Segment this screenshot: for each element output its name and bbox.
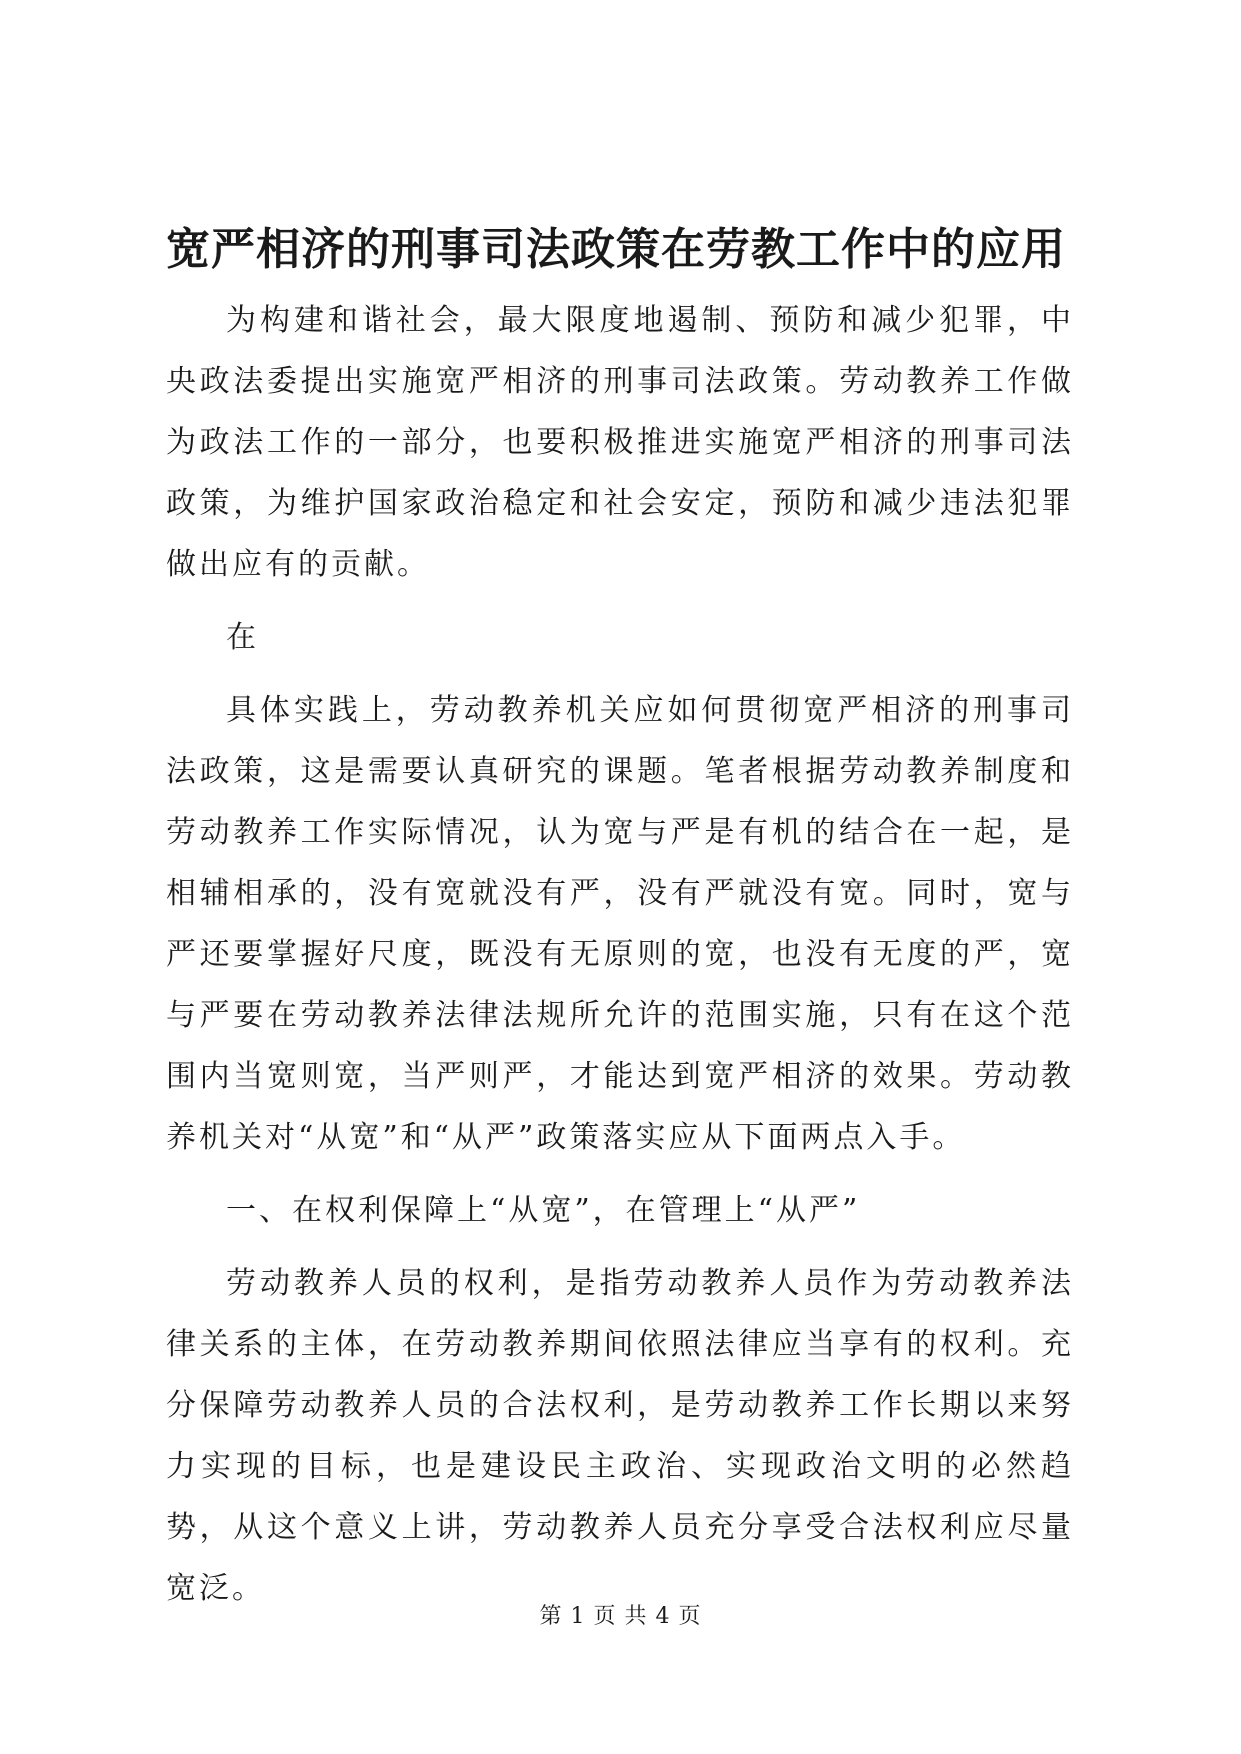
paragraph-intro: 为构建和谐社会，最大限度地遏制、预防和减少犯罪，中央政法委提出实施宽严相济的刑事司法政策。劳动教养工作做为政法工作的一部分，也要积极推进实施宽严相济的刑事司法政策，为维护国家政治稳定和社会安定，预防和减少违法犯罪做出应有的贡献。 — [166, 303, 1074, 582]
paragraph-fragment: 在 — [226, 620, 259, 655]
paragraph-practice: 具体实践上，劳动教养机关应如何贯彻宽严相济的刑事司法政策，这是需要认真研究的课题。笔者根据劳动教养制度和劳动教养工作实际情况，认为宽与严是有机的结合在一起，是相辅相承的，没有宽就没有严，没有严就没有宽。同时，宽与严还要掌握好尺度，既没有无原则的宽，也没有无度的严，宽与严要在劳动教养法律法规所允许的范围实施，只有在这个范围内当宽则宽，当严则严，才能达到宽严相济的效果。劳动教养机关对“从宽”和“从严”政策落实应从下面两点入手。 — [166, 693, 1074, 1155]
document-title: 宽严相济的刑事司法政策在劳教工作中的应用 — [166, 224, 1066, 275]
section-heading-1: 一、在权利保障上“从宽”，在管理上“从严” — [226, 1193, 861, 1228]
paragraph-rights: 劳动教养人员的权利，是指劳动教养人员作为劳动教养法律关系的主体，在劳动教养期间依照法律应当享有的权利。充分保障劳动教养人员的合法权利，是劳动教养工作长期以来努力实现的目标，也是建设民主政治、实现政治文明的必然趋势，从这个意义上讲，劳动教养人员充分享受合法权利应尽量宽泛。 — [166, 1266, 1074, 1606]
document-body — [166, 290, 1074, 1631]
page-number-footer: 第 1 页 共 4 页 — [539, 1604, 702, 1629]
